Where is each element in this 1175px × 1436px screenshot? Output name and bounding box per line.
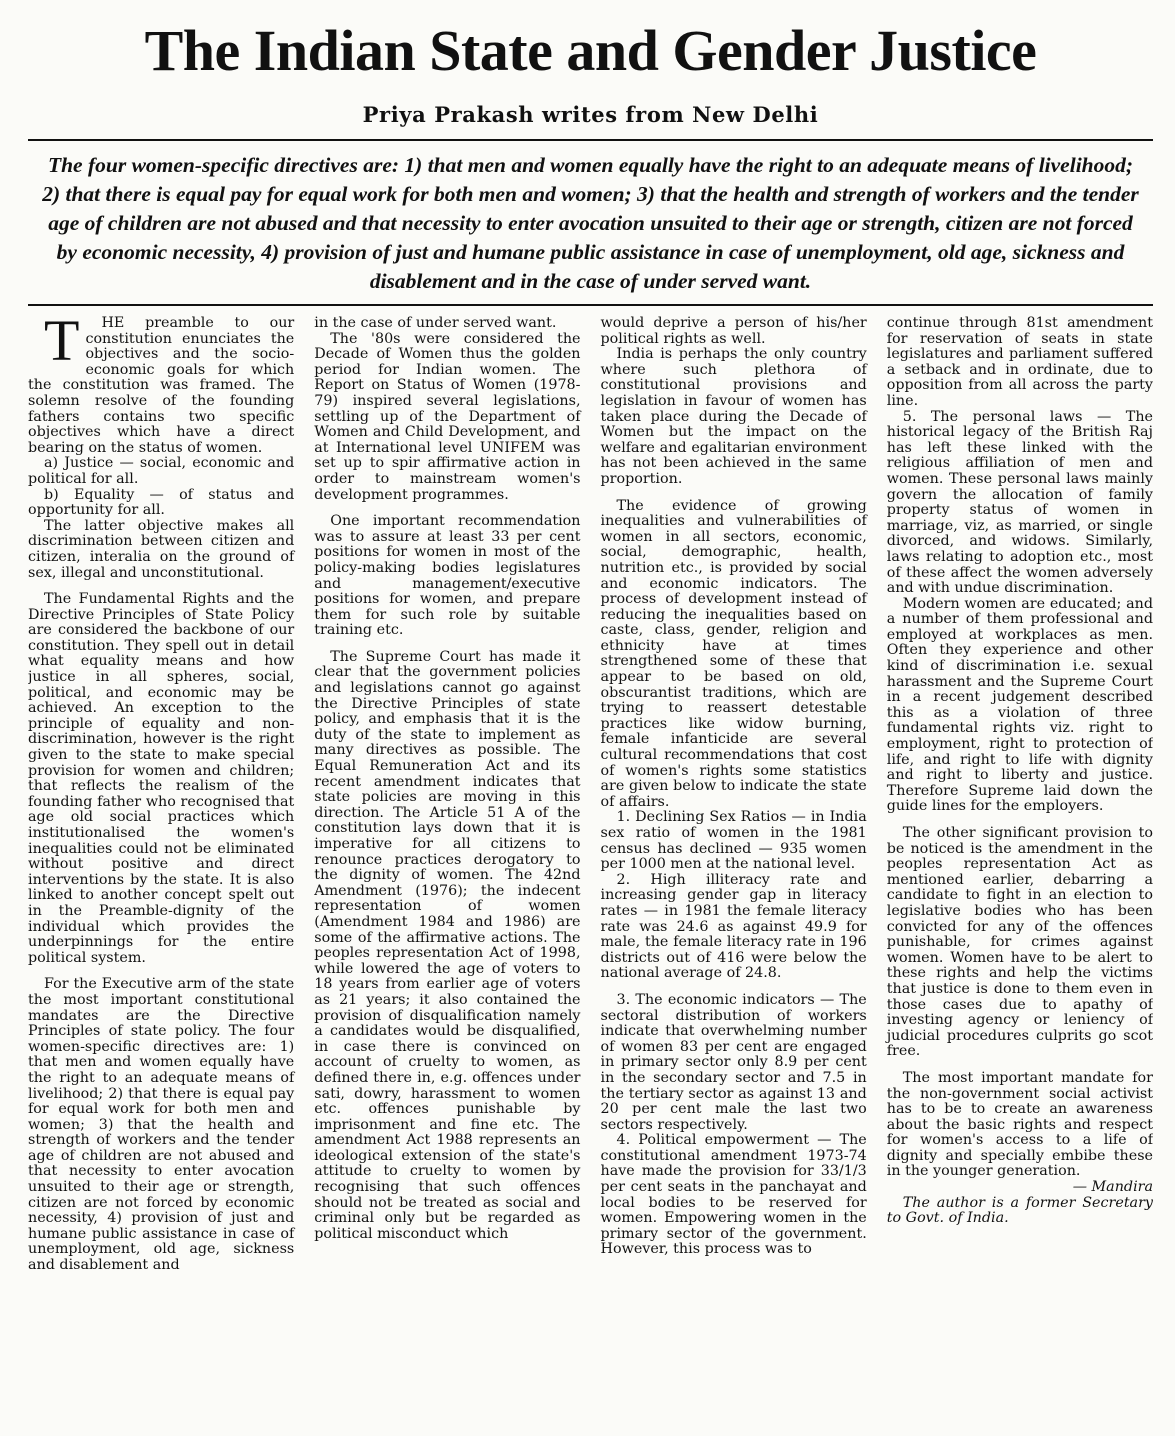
paragraph: T HE preamble to our constitution enunciates the objectives and the socio-economic goals for which the constitution was framed. The solemn resolve of the founding fathers contains two specific objectives which have a direct bearing on the status of women. <box>28 316 295 456</box>
article-byline: Priya Prakash writes from New Delhi <box>362 102 819 127</box>
paragraph: India is perhaps the only country where such plethora of constitutional provisions and legislation in favour of women has taken place during the Decade of Women but the impact on the welfare and egalitarian environment has not been achieved in the same proportion. <box>600 346 867 487</box>
article-title: The Indian State and Gender Justice <box>144 18 1037 83</box>
paragraph: b) Equality — of status and opportunity for all. <box>28 486 295 519</box>
paragraph: The latter objective makes all discrimination between citizen and citizen, interalia on the ground of sex, illegal and unconstitutional. <box>28 517 295 581</box>
column-2 <box>314 316 580 1436</box>
paragraph: 3. The economic indicators — The sectoral distribution of workers indicate that overwhelming number of women 83 per cent are engaged in primary sector only 8.9 per cent in the secondary sector and 7.5 in the tertiary sector as against 13 and 20 per cent male the last two sectors respectively. <box>600 991 867 1133</box>
column-3 <box>601 316 867 1436</box>
bottom-rule <box>28 304 1153 306</box>
column-4 <box>887 316 1153 1436</box>
paragraph: continue through 81st amendment for reservation of seats in state legislatures and parliament suffered a setback and in ordinate, due to opposition from all across the party line. <box>886 316 1153 409</box>
paragraph: For the Executive arm of the state the most important constitutional mandates are the Directive Principles of state policy. The four women-specific directives are: 1) that men and women equally have the right to an adequate means of livelihood; 2) that there is equal pay for equal work for both men and women; 3) that the health and strength of workers and the tender age of children are not abused and that necessity to enter avocation unsuited to their age or strength, citizen are not forced by economic necessity, 4) provision of just and humane public assistance in case of unemployment, old age, sickness and disablement and <box>28 976 295 1274</box>
paragraph: One important recommendation was to assure at least 33 per cent positions for women in most of the policy-making bodies legislatures and management/executive positions for women, and prepare them for such role by suitable training etc. <box>314 513 581 639</box>
paragraph: 5. The personal laws — The historical legacy of the British Raj has left these linked with the religious affiliation of men and women. These personal laws mainly govern the allocation of family property status of women in marriage, viz, as married, or single divorced, and widows. Similarly, laws relating to adoption etc., most of these affect the women adversely and with undue discrimination. <box>886 408 1153 597</box>
column-1 <box>28 316 294 1436</box>
paragraph: a) Justice — social, economic and political for all. <box>28 455 295 487</box>
paragraph: Modern women are educated; and a number of them professional and employed at workplaces as men. Often they experience and other kind of discrimination i.e. sexual harassment and the Supreme Court in a recent judgement described this as a violation of three fundamental rights viz. right to employment, right to protection of life, and right to life with dignity and right to liberty and justice. Therefore Supreme laid down the guide lines for the employers. <box>886 595 1153 815</box>
paragraph: The Fundamental Rights and the Directive Principles of State Policy are considered the backbone of our constitution. They spell out in detail what equality means and how justice in all spheres, social, political, and economic may be achieved. An exception to the principle of equality and non-discrimination, however is the right given to the state to make special provision for women and children; that reflects the realism of the founding father who recognised that age old social practices which institutionalised the women's inequalities could not be eliminated without positive and direct interventions by the state. It is also linked to another concept spelt out in the Preamble-dignity of the individual which provides the underpinnings for the entire political system. <box>28 591 295 966</box>
paragraph: The evidence of growing inequalities and vulnerabilities of women in all sectors, economic, social, demographic, health, nutrition etc., is provided by social and economic indicators. The process of development instead of reducing the inequalities based on caste, class, gender, religion and ethnicity have at times strengthened some of these that appear to be based on old, obscurantist traditions, which are trying to reassert detestable practices like widow burning, female infanticide are several cultural recommendations that cost of women's rights some statistics are given below to indicate the state of affairs. <box>600 497 867 810</box>
signature: — Mandira <box>1072 1179 1153 1196</box>
paragraph: The '80s were considered the Decade of Women thus the golden period for Indian women. The Report on Status of Women (1978-79) inspired several legislations, settling up of the Department of Women and Child Development, and at International level UNIFEM was set up to spir affirmative action in order to mainstream women's development programmes. <box>314 330 581 503</box>
drop-cap: T <box>44 316 80 373</box>
paragraph: The other significant provision to be noticed is the amendment in the peoples representation Act as mentioned earlier, debarring a candidate to fight in an election to legislative bodies who has been convicted for any of the offences punishable, for crimes against women. Women have to be alert to these rights and help the victims that justice is done to them even in those cases due to apathy of investing agency or leniency of judicial procedures culprits go scot free. <box>886 825 1153 1060</box>
article-body <box>28 316 1153 1436</box>
paragraph: The most important mandate for the non-government social activist has to be to create an awareness about the basic rights and respect for women's access to a life of dignity and specially embibe these in the younger generation. <box>886 1069 1153 1180</box>
author-note: The author is a former Secretary to Govt. of India. <box>886 1194 1153 1227</box>
paragraph: The Supreme Court has made it clear that the government policies and legislations cannot go against the Directive Principles of state policy, and emphasis that it is the duty of the state to implement as many directives as possible. The Equal Remuneration Act and its recent amendment indicates that state policies are moving in this direction. The Article 51 A of the constitution lays down that it is imperative for all citizens to renounce practices derogatory to the dignity of women. The 42nd Amendment (1976); the indecent representation of women (Amendment 1984 and 1986) are some of the affirmative actions. The peoples representation Act of 1998, while lowered the age of voters to 18 years from earlier age of voters as 21 years; it also contained the provision of disqualification namely a candidates would be disqualified, in case there is convinced on account of cruelty to women, as defined there in, e.g. offences under sati, dowry, harassment to women etc. offences punishable by imprisonment and fine etc. The amendment Act 1988 represents an ideological extension of the state's attitude to cruelty to women by recognising that such offences should not be treated as social and criminal only but be regarded as political misconduct which <box>314 648 581 1242</box>
top-rule <box>28 139 1153 141</box>
paragraph: 2. High illiteracy rate and increasing gender gap in literacy rates — in 1981 the female literacy rate was 24.6 as against 49.9 for male, the female literacy rate in 196 districts out of 416 were below the national average of 24.8. <box>600 871 867 982</box>
article-standfirst: The four women-specific directives are: 1) that men and women equally have the right to an adequate means of livelihood; 2) that there is equal pay for equal work for both men and women; 3) that the health and strength of workers and the tender age of children are not abused and that necessity to enter avocation unsuited to their age or strength, citizen are not forced by economic necessity, 4) provision of just and humane public assistance in case of unemployment, old age, sickness and disablement and in the case of under served want. <box>42 153 1139 293</box>
paragraph: 1. Declining Sex Ratios — in India sex ratio of women in the 1981 census has declined — 935 women per 1000 men at the national level. <box>600 809 867 873</box>
paragraph: would deprive a person of his/her political rights as well. <box>600 316 867 347</box>
paragraph: 4. Political empowerment — The constitutional amendment 1973-74 have made the provision for 33/1/3 per cent seats in the panchayat and local bodies to be reserved for women. Empowering women in the primary sector of the government. However, this process was to <box>600 1132 867 1258</box>
paragraph: in the case of under served want. <box>314 316 557 331</box>
